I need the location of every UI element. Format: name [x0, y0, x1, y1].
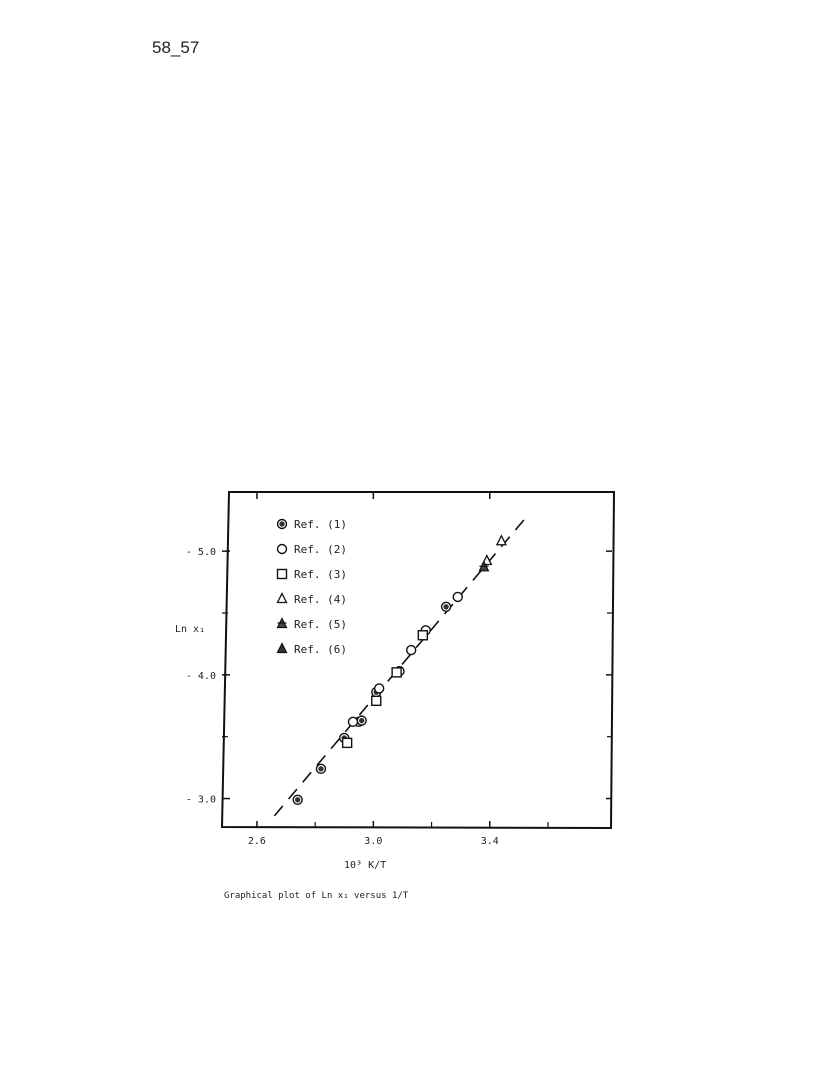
- page-label: 58_57: [152, 38, 200, 57]
- marker-outline: [418, 631, 427, 640]
- data-point-ref-2: [348, 717, 357, 726]
- marker-fill: [443, 604, 448, 609]
- legend-marker-ref-2: [278, 545, 287, 554]
- legend-marker-ref-5: [278, 619, 287, 628]
- legend-marker-ref-6: [278, 644, 287, 653]
- legend-label-ref-3: Ref. (3): [294, 568, 347, 581]
- marker-outline: [407, 646, 416, 655]
- marker-outline: [278, 644, 287, 653]
- plot-frame: [222, 492, 614, 828]
- legend-label-ref-6: Ref. (6): [294, 643, 347, 656]
- y-axis-label: Ln x₁: [175, 624, 206, 635]
- chart-caption: Graphical plot of Ln x₁ versus 1/T: [224, 891, 409, 901]
- x-tick-label: 2.6: [247, 836, 266, 847]
- legend-label-ref-1: Ref. (1): [294, 518, 347, 531]
- y-tick-label: - 3.0: [185, 794, 216, 806]
- marker-outline: [343, 738, 352, 747]
- legend-label-ref-2: Ref. (2): [294, 543, 347, 556]
- marker-fill: [279, 521, 284, 526]
- marker-fill: [295, 797, 300, 802]
- marker-outline: [392, 668, 401, 677]
- x-axis-label: 10³ K/T: [344, 860, 387, 871]
- marker-fill: [318, 766, 323, 771]
- data-point-ref-1: [442, 602, 451, 611]
- data-point-ref-3: [343, 738, 352, 747]
- plot-border: [222, 492, 614, 828]
- marker-outline: [372, 696, 381, 705]
- legend-label-ref-5: Ref. (5): [294, 618, 347, 631]
- data-point-ref-1: [357, 716, 366, 725]
- data-point-ref-3: [372, 696, 381, 705]
- data-point-ref-2: [407, 646, 416, 655]
- y-tick-label: - 5.0: [185, 547, 216, 559]
- legend: [278, 518, 347, 656]
- marker-outline: [278, 545, 287, 554]
- legend-marker-ref-4: [278, 594, 287, 603]
- x-tick-label: 3.4: [480, 836, 499, 847]
- marker-outline: [348, 717, 357, 726]
- marker-outline: [453, 592, 462, 601]
- data-point-ref-1: [293, 795, 302, 804]
- legend-label-ref-4: Ref. (4): [294, 593, 347, 606]
- data-point-ref-1: [316, 764, 325, 773]
- data-point-ref-3: [418, 631, 427, 640]
- marker-outline: [375, 684, 384, 693]
- x-tick-label: 3.0: [364, 836, 383, 847]
- legend-marker-ref-3: [278, 570, 287, 579]
- legend-marker-ref-1: [278, 520, 287, 529]
- marker-outline: [497, 536, 506, 545]
- marker-outline: [278, 594, 287, 603]
- data-point-ref-2: [375, 684, 384, 693]
- data-point-ref-2: [453, 592, 462, 601]
- data-point-ref-3: [392, 668, 401, 677]
- y-tick-label: - 4.0: [185, 670, 216, 682]
- marker-fill: [359, 718, 364, 723]
- data-point-ref-4: [497, 536, 506, 545]
- marker-outline: [278, 570, 287, 579]
